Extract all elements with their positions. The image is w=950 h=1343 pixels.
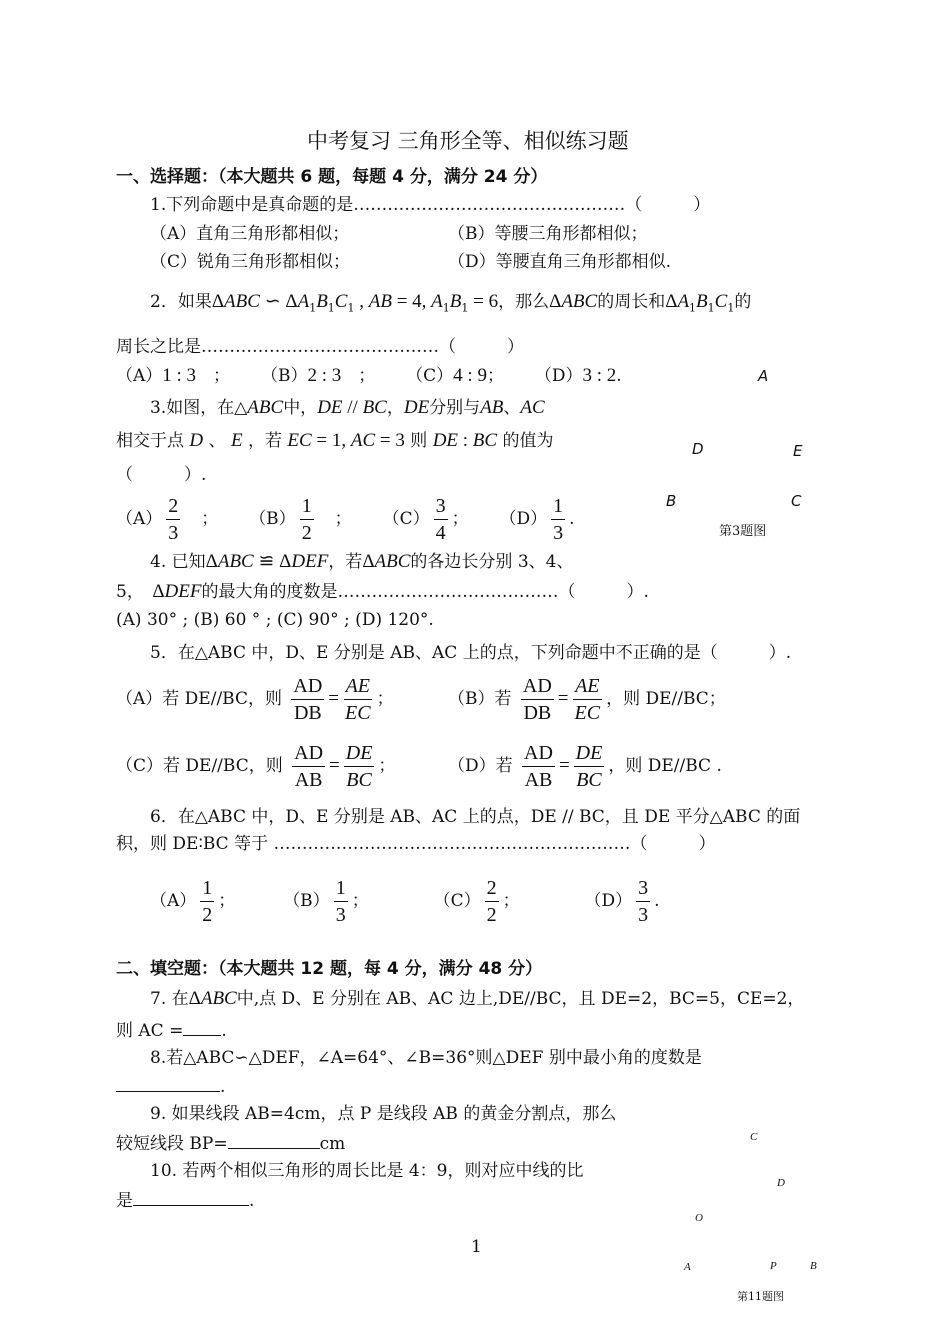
figure-11-label-d: D (777, 1177, 785, 1189)
question-8-line-1: 8.若△ABC∽△DEF，∠A=64°、∠B=36°则△DEF 别中最小角的度数是 (150, 1048, 702, 1068)
figure-3-label-b: B (666, 492, 677, 510)
question-6-line-1: 6．在△ABC 中，D、E 分别是 AB、AC 上的点，DE // BC，且 DE 平分△ABC 的面 (150, 807, 801, 827)
question-3-paren: （ ）. (116, 465, 207, 485)
question-3-line-2: 相交于点 D 、 E ，若 EC = 1, AC = 3 则 DE : BC 的值为 (116, 430, 554, 451)
question-2-options: （A）1 : 3 ； （B）2 : 3 ； （C）4 : 9； （D）3 : 2. (116, 365, 622, 386)
question-2-line-2: 周长之比是……………………………………（ ） (116, 337, 524, 357)
figure-11-label-a: A (684, 1261, 691, 1273)
question-8-line-2: . (116, 1075, 225, 1098)
question-6-line-2: 积，则 DE∶BC 等于 ………………………………………………………（ ） (116, 834, 716, 854)
figure-3-label-e: E (793, 442, 803, 460)
question-7-line-2: 则 AC = . (116, 1021, 227, 1041)
question-1-option-b: （B）等腰三角形都相似； (448, 224, 648, 244)
question-5-option-d: （D）若 $\frac{AD}{AB}$ = $\frac{DE}{BC}$ ，则 DE//BC . (448, 742, 722, 791)
question-1-option-d: （D）等腰直角三角形都相似. (448, 252, 672, 272)
figure-3-caption: 第3题图 (719, 524, 767, 539)
answer-blank[interactable] (133, 1189, 249, 1206)
question-7-line-1: 7. 在ΔABC中,点 D、E 分别在 AB、AC 边上,DE//BC，且 DE=2，BC=5，CE=2， (150, 988, 805, 1009)
section-heading-fill: 二、填空题：（本大题共 12 题，每 4 分，满分 48 分） (116, 959, 543, 979)
fraction: $\frac{2}{3}$ (168, 495, 179, 544)
page-title: 中考复习 三角形全等、相似练习题 (307, 129, 629, 153)
question-1-stem: 1.下列命题中是真命题的是…………………………………………（ ） (150, 195, 711, 215)
question-2-line-1: 2．如果ΔABC ∽ $\Delta A_1B_1C_1$ , AB = 4, $A_1B_1 = 6$，那么ΔABC的周长和$\Delta A_1B_1C_1$的 (150, 291, 752, 315)
question-4-line-1: 4. 已知ΔABC ≌ ΔDEF，若ΔABC的各边长分别 3、4、 (150, 551, 574, 572)
fraction: $\frac{3}{4}$ (435, 495, 446, 544)
question-3-line-1: 3.如图，在△ABC中，DE // BC，DE分别与AB、AC (150, 397, 545, 418)
answer-blank[interactable] (183, 1019, 221, 1036)
figure-11-label-b: B (810, 1260, 817, 1272)
question-5-option-a: （A）若 DE//BC，则 $\frac{AD}{DB}$ = $\frac{AE}{EC}$ ； (116, 675, 394, 724)
question-6-options: （A） $\frac{1}{2}$ ； （B） $\frac{1}{3}$ ； （C） $\frac{2}{2}$ ； （D） $\frac{3}{3}$ . (150, 877, 660, 926)
answer-blank[interactable] (116, 1075, 220, 1092)
question-10-line-2: 是 . (116, 1191, 255, 1211)
question-1-option-a: （A）直角三角形都相似； (150, 224, 350, 244)
page-number: 1 (471, 1237, 482, 1257)
question-4-line-2: 5， ΔDEF的最大角的度数是…………………………………（ ）. (116, 581, 649, 602)
question-5-option-c: （C）若 DE//BC，则 $\frac{AD}{AB}$ = $\frac{DE}{BC}$ ； (116, 742, 396, 791)
figure-3-label-a: A (758, 367, 769, 385)
figure-11-label-p: P (770, 1260, 777, 1272)
answer-blank[interactable] (228, 1132, 320, 1149)
figure-11-label-o: O (695, 1212, 703, 1224)
question-10-line-1: 10. 若两个相似三角形的周长比是 4：9，则对应中线的比 (150, 1161, 584, 1181)
figure-3-label-c: C (791, 492, 802, 510)
question-5-stem: 5．在△ABC 中，D、E 分别是 AB、AC 上的点，下列命题中不正确的是（ ）. (150, 643, 792, 663)
question-9-line-1: 9. 如果线段 AB=4cm，点 P 是线段 AB 的黄金分割点，那么 (150, 1104, 617, 1124)
question-9-line-2: 较短线段 BP= cm (116, 1134, 346, 1154)
figure-11-label-c: C (750, 1131, 758, 1143)
question-4-options: (A) 30° ; (B) 60 ° ; (C) 90° ; (D) 120°. (116, 610, 434, 630)
question-1-option-c: （C）锐角三角形都相似； (150, 252, 351, 272)
figure-3-label-d: D (692, 440, 704, 458)
figure-11-caption: 第11题图 (737, 1290, 784, 1303)
fraction: $\frac{1}{2}$ (301, 495, 312, 544)
question-3-options: （A） $\frac{2}{3}$ ； （B） $\frac{1}{2}$ ； （C） $\frac{3}{4}$ ； （D） $\frac{1}{3}$ . (116, 495, 575, 544)
section-heading-choice: 一、选择题：（本大题共 6 题，每题 4 分，满分 24 分） (116, 167, 548, 187)
question-5-option-b: （B）若 $\frac{AD}{DB}$ = $\frac{AE}{EC}$ ，则 DE//BC； (448, 675, 726, 724)
fraction: $\frac{1}{3}$ (553, 495, 564, 544)
